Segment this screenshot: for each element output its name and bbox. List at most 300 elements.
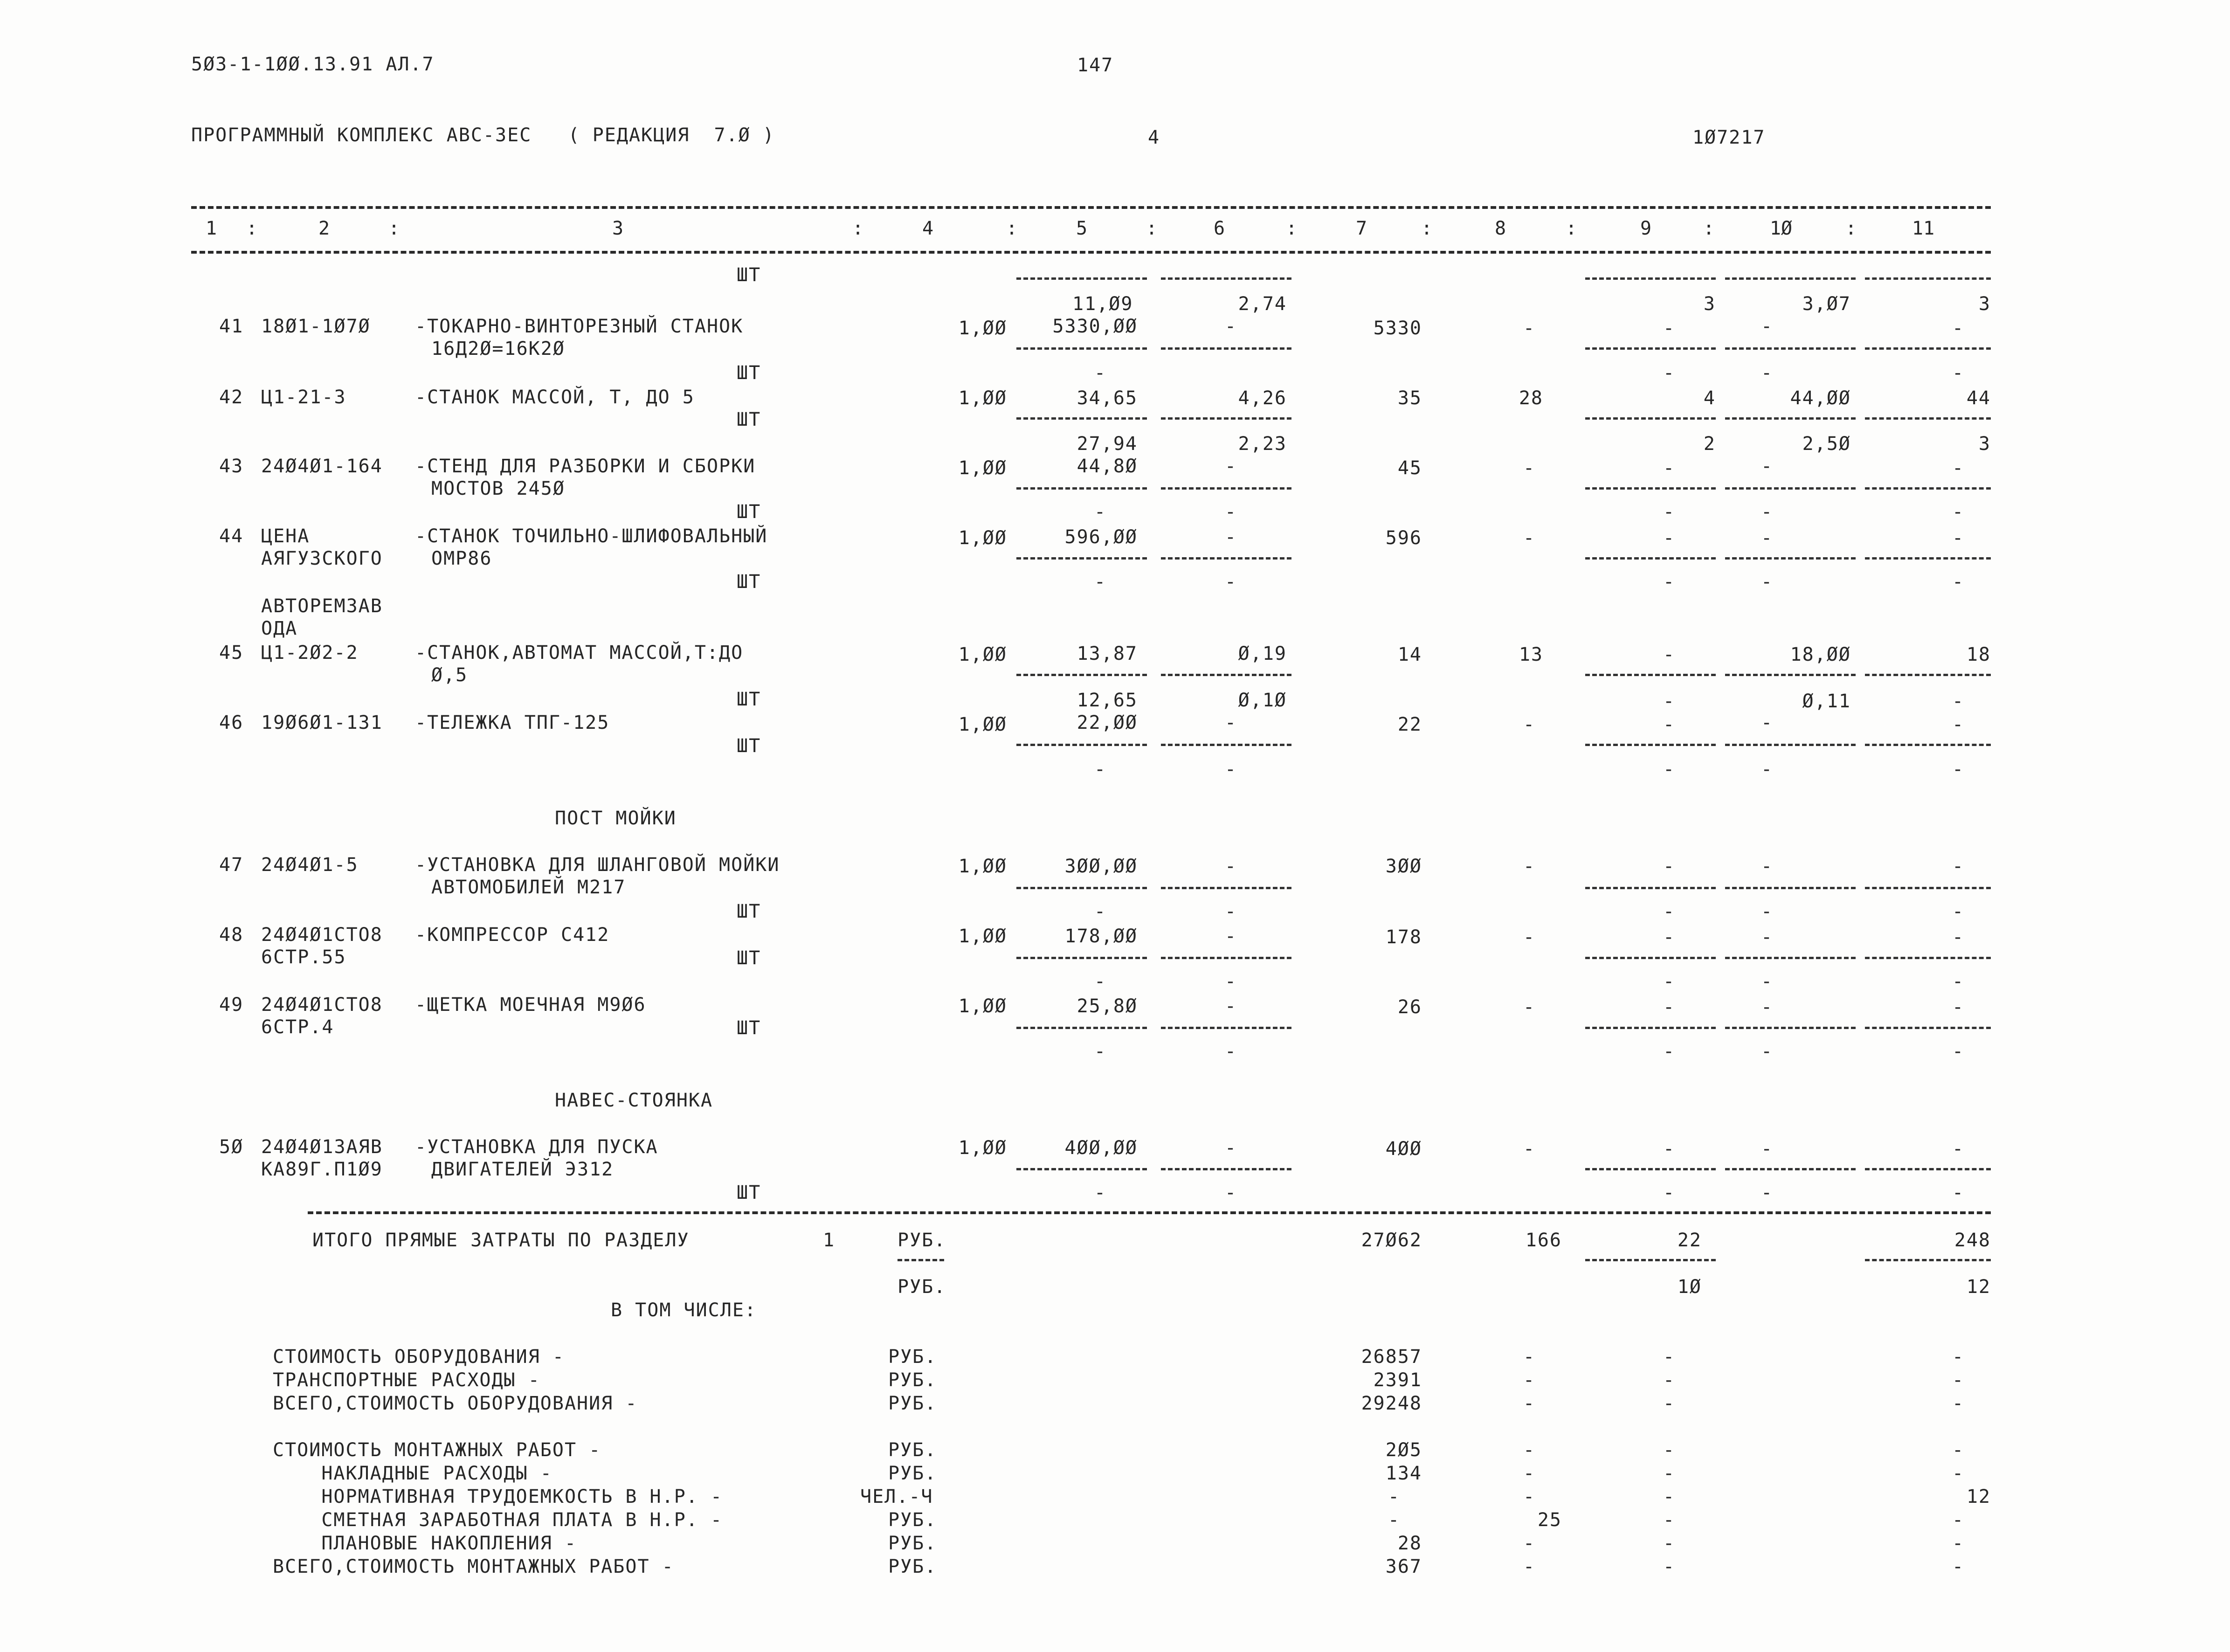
cell-c5-unit: -: [1094, 971, 1107, 992]
separator-c5: [1016, 1027, 1147, 1029]
totals-c8: 166: [1525, 1230, 1562, 1251]
cell-c6-unit: -: [1224, 501, 1237, 523]
cell-c9: -: [1663, 644, 1676, 665]
cell-c7: 5330: [1373, 318, 1422, 339]
cell-c5-unit: -: [1094, 571, 1107, 593]
cell-c6-unit: -: [1224, 1182, 1237, 1203]
separator-c10: [1725, 744, 1856, 746]
summary-c8: -: [1523, 1346, 1536, 1368]
row-number: 46: [219, 712, 244, 733]
row-code: 24Ø4Ø1СТО8: [261, 994, 383, 1016]
summary-c9: -: [1663, 1369, 1676, 1391]
separator-c9: [1585, 1027, 1716, 1029]
separator-c5: [1016, 744, 1147, 746]
section-number: 4: [1148, 127, 1160, 148]
cell-c6: -: [1224, 1137, 1237, 1159]
cell-c9-unit: -: [1663, 1182, 1676, 1203]
unit-label: ШТ: [737, 362, 761, 384]
cell-c5: 5330,ØØ: [1052, 316, 1138, 337]
row-code-cont: 6СТР.4: [261, 1016, 334, 1038]
page-number: 147: [1077, 55, 1114, 76]
cell-c9-unit: -: [1663, 1041, 1676, 1062]
separator-c11: [1865, 487, 1991, 490]
column-header-4: 4: [922, 218, 934, 239]
separator-c5: [1016, 674, 1147, 676]
document-number: 1Ø7217: [1692, 127, 1766, 148]
separator-c10: [1725, 487, 1856, 490]
cell-c5-unit: -: [1094, 501, 1107, 523]
cell-c7: 3ØØ: [1385, 856, 1422, 877]
summary-c11: 12: [1966, 1486, 1991, 1507]
separator-c11: [1865, 557, 1991, 560]
cell-c6: Ø,19: [1238, 643, 1287, 664]
cell-c5-unit: -: [1094, 901, 1107, 922]
cell-c9: -: [1663, 1138, 1676, 1160]
row-code: Ц1-2Ø2-2: [261, 642, 359, 664]
cell-c9: -: [1663, 318, 1676, 339]
row-number: 48: [219, 924, 244, 946]
cell-c11: -: [1952, 1138, 1965, 1160]
separator-c10: [1725, 887, 1856, 889]
cell-c9: -: [1663, 527, 1676, 549]
row-name: -СТАНОК МАССОЙ, Т, ДО 5: [415, 387, 695, 408]
separator-c5: [1016, 487, 1147, 490]
cell-c10: -: [1761, 527, 1774, 549]
cell-c9-unit: -: [1663, 571, 1676, 593]
cell-c8: -: [1523, 527, 1536, 549]
cell-c5-unit: -: [1094, 759, 1107, 780]
cell-c5: 4ØØ,ØØ: [1064, 1137, 1138, 1159]
cell-c10-unit: -: [1761, 571, 1774, 593]
row-quantity: 1,ØØ: [958, 1137, 1007, 1159]
summary-c8: -: [1523, 1486, 1536, 1507]
totals-rule: [308, 1211, 1991, 1214]
cell-c6: -: [1224, 316, 1237, 337]
cell-c7: 596: [1385, 527, 1422, 549]
separator-c6: [1161, 887, 1291, 889]
cell-c10-top: 2,5Ø: [1802, 433, 1851, 455]
cell-c5: 44,8Ø: [1077, 456, 1138, 477]
cell-c10-unit: -: [1761, 971, 1774, 992]
cell-c6: -: [1224, 712, 1237, 733]
row-name-cont: Ø,5: [431, 664, 468, 686]
row-code: 24Ø4Ø13АЯВ: [261, 1136, 383, 1158]
summary-c9: -: [1663, 1463, 1676, 1484]
cell-c7: 14: [1397, 644, 1422, 665]
cell-c10: -: [1761, 1138, 1774, 1160]
column-separator: :: [852, 218, 864, 239]
summary-c7: 28: [1397, 1533, 1422, 1554]
unit-label: ШТ: [737, 901, 761, 922]
separator-c11: [1865, 887, 1991, 889]
row-name: -УСТАНОВКА ДЛЯ ШЛАНГОВОЙ МОЙКИ: [415, 854, 780, 876]
separator-c9: [1585, 417, 1716, 420]
including-heading: В ТОМ ЧИСЛЕ:: [611, 1299, 757, 1321]
cell-c8: 28: [1519, 387, 1543, 409]
cell-c5: 596,ØØ: [1064, 526, 1138, 548]
row-quantity: 1,ØØ: [958, 318, 1007, 339]
cell-c8: -: [1523, 457, 1536, 479]
cell-c11-unit: -: [1952, 901, 1965, 922]
summary-c9: -: [1663, 1486, 1676, 1507]
cell-c8: -: [1523, 996, 1536, 1018]
summary-c8: 25: [1537, 1509, 1562, 1531]
cell-c5-top: 27,94: [1077, 433, 1138, 455]
cell-c6-unit: -: [1224, 901, 1237, 922]
separator-c9: [1585, 957, 1716, 959]
row-code: ЦЕНА: [261, 525, 310, 547]
cell-c8: -: [1523, 856, 1536, 877]
cell-c11-unit: -: [1952, 571, 1965, 593]
summary-c11: -: [1952, 1393, 1965, 1414]
cell-c6-unit: -: [1224, 571, 1237, 593]
column-header-6: 6: [1213, 218, 1225, 239]
column-header-3: 3: [612, 218, 624, 239]
separator-c5: [1016, 1168, 1147, 1170]
cell-c6: -: [1224, 995, 1237, 1017]
summary-c7: 2391: [1373, 1369, 1422, 1391]
cell-c11: -: [1952, 714, 1965, 735]
cell-c7: 4ØØ: [1385, 1138, 1422, 1160]
cell-c9-unit: -: [1663, 501, 1676, 523]
summary-c9: -: [1663, 1533, 1676, 1554]
separator-c11: [1865, 1259, 1991, 1261]
column-separator: :: [388, 218, 400, 239]
unit-label: ШТ: [737, 735, 761, 757]
cell-c10: -: [1761, 456, 1774, 477]
summary-label: НОРМАТИВНАЯ ТРУДОЕМКОСТЬ В Н.Р. -: [273, 1486, 723, 1507]
cell-c11: -: [1952, 318, 1965, 339]
column-header-8: 8: [1494, 218, 1506, 239]
summary-c9: -: [1663, 1509, 1676, 1531]
unit-label: ШТ: [737, 947, 761, 969]
cell-c10-unit: -: [1761, 1182, 1774, 1203]
column-separator: :: [1285, 218, 1298, 239]
cell-c6-top: 2,74: [1238, 293, 1287, 315]
summary-label: ВСЕГО,СТОИМОСТЬ МОНТАЖНЫХ РАБОТ -: [273, 1556, 674, 1577]
totals-unit-b: РУБ.: [898, 1276, 946, 1298]
row-name: -СТАНОК ТОЧИЛЬНО-ШЛИФОВАЛЬНЫЙ: [415, 525, 768, 547]
column-separator: :: [1421, 218, 1433, 239]
row-name-cont: ДВИГАТЕЛЕЙ Э312: [431, 1159, 614, 1180]
cell-c9: -: [1663, 926, 1676, 948]
cell-c5: 25,8Ø: [1077, 995, 1138, 1017]
cell-c8: -: [1523, 1138, 1536, 1160]
cell-c6: 4,26: [1238, 387, 1287, 409]
cell-c10-top: Ø,11: [1802, 691, 1851, 712]
summary-label: ТРАНСПОРТНЫЕ РАСХОДЫ -: [273, 1369, 540, 1391]
separator-c11: [1865, 674, 1991, 676]
row-number: 41: [219, 316, 244, 337]
separator-c10: [1725, 557, 1856, 560]
row-number: 49: [219, 994, 244, 1016]
separator-c5: [1016, 277, 1147, 280]
row-quantity: 1,ØØ: [958, 644, 1007, 665]
cell-c9: -: [1663, 457, 1676, 479]
separator-c10: [1725, 417, 1856, 420]
column-separator: :: [1565, 218, 1577, 239]
separator-c10: [1725, 277, 1856, 280]
summary-unit: РУБ.: [888, 1556, 937, 1577]
row-quantity: 1,ØØ: [958, 387, 1007, 409]
row-quantity: 1,ØØ: [958, 714, 1007, 735]
cell-c8: -: [1523, 318, 1536, 339]
cell-c11-unit: -: [1952, 1182, 1965, 1203]
totals-section-number: 1: [823, 1230, 835, 1251]
summary-c9: -: [1663, 1556, 1676, 1577]
cell-c11-unit: -: [1952, 1041, 1965, 1062]
totals-c11-b: 12: [1966, 1276, 1991, 1298]
cell-c10: -: [1761, 996, 1774, 1018]
separator-c11: [1865, 744, 1991, 746]
unit-label: ШТ: [737, 1017, 761, 1039]
row-code: Ц1-21-3: [261, 387, 346, 408]
cell-c11: 44: [1966, 387, 1991, 409]
section-title: ПОСТ МОЙКИ: [555, 808, 677, 829]
row-name: -СТЕНД ДЛЯ РАЗБОРКИ И СБОРКИ: [415, 456, 756, 477]
separator-c5: [1016, 417, 1147, 420]
cell-c6-unit: -: [1224, 759, 1237, 780]
unit-label: ШТ: [737, 1182, 761, 1203]
separator-c5: [1016, 347, 1147, 350]
cell-c5-top: 11,Ø9: [1072, 293, 1133, 315]
separator-c9: [1585, 487, 1716, 490]
cell-c6: -: [1224, 526, 1237, 548]
cell-c9-unit: -: [1663, 901, 1676, 922]
cell-c5: 178,ØØ: [1064, 926, 1138, 947]
cell-c10: -: [1761, 926, 1774, 948]
cell-c6-top: 2,23: [1238, 433, 1287, 455]
totals-c7: 27Ø62: [1361, 1230, 1422, 1251]
cell-c5: 3ØØ,ØØ: [1064, 856, 1138, 877]
separator-c10: [1725, 347, 1856, 350]
row-code: 19Ø6Ø1-131: [261, 712, 383, 733]
cell-c11-top: 3: [1978, 293, 1991, 315]
cell-c5: 13,87: [1077, 643, 1138, 664]
unit-label: ШТ: [737, 689, 761, 710]
column-header-5: 5: [1076, 218, 1088, 239]
section-title: НАВЕС-СТОЯНКА: [555, 1090, 713, 1111]
row-code-cont: КА89Г.П1Ø9: [261, 1159, 383, 1180]
summary-c8: -: [1523, 1393, 1536, 1414]
cell-c9-top: 3: [1703, 293, 1716, 315]
summary-c11: -: [1952, 1463, 1965, 1484]
summary-c7: 26857: [1361, 1346, 1422, 1368]
cell-c7: 45: [1397, 457, 1422, 479]
cell-c10-unit: -: [1761, 362, 1774, 384]
column-separator: :: [246, 218, 258, 239]
cell-c7: 178: [1385, 926, 1422, 948]
row-number: 42: [219, 387, 244, 408]
summary-c9: -: [1663, 1393, 1676, 1414]
row-name: -ТЕЛЕЖКА ТПГ-125: [415, 712, 610, 733]
summary-c7: 134: [1385, 1463, 1422, 1484]
separator-c11: [1865, 1027, 1991, 1029]
cell-c11-unit: -: [1952, 501, 1965, 523]
cell-c10-unit: -: [1761, 1041, 1774, 1062]
cell-c9-unit: -: [1663, 759, 1676, 780]
cell-c11-unit: -: [1952, 362, 1965, 384]
separator-c11: [1865, 347, 1991, 350]
cell-c11: -: [1952, 856, 1965, 877]
summary-label: СТОИМОСТЬ ОБОРУДОВАНИЯ -: [273, 1346, 565, 1368]
separator-c9: [1585, 277, 1716, 280]
separator-c6: [1161, 957, 1291, 959]
cell-c8: 13: [1519, 644, 1543, 665]
separator-c9: [1585, 1168, 1716, 1170]
cell-c5-top: 12,65: [1077, 690, 1138, 711]
separator-c5: [1016, 887, 1147, 889]
separator-c6: [1161, 674, 1291, 676]
summary-label: ВСЕГО,СТОИМОСТЬ ОБОРУДОВАНИЯ -: [273, 1393, 638, 1414]
cell-c6-top: Ø,1Ø: [1238, 690, 1287, 711]
summary-c8: -: [1523, 1556, 1536, 1577]
separator-c5: [1016, 957, 1147, 959]
row-number: 44: [219, 525, 244, 547]
row-quantity: 1,ØØ: [958, 527, 1007, 549]
summary-c11: -: [1952, 1369, 1965, 1391]
summary-unit: РУБ.: [888, 1346, 937, 1368]
header-rule-top: [191, 206, 1991, 209]
row-number: 47: [219, 854, 244, 876]
summary-unit: РУБ.: [888, 1369, 937, 1391]
row-name-cont: 16Д2Ø=16К2Ø: [431, 338, 565, 359]
cell-c9: -: [1663, 714, 1676, 735]
summary-label: НАКЛАДНЫЕ РАСХОДЫ -: [273, 1463, 552, 1484]
row-name: -СТАНОК,АВТОМАТ МАССОЙ,Т:ДО: [415, 642, 744, 664]
header-rule-bottom: [191, 251, 1991, 254]
cell-c10: -: [1761, 316, 1774, 337]
cell-c6-unit: -: [1224, 971, 1237, 992]
row-code-cont: АЯГУЗСКОГО: [261, 548, 383, 569]
summary-c11: -: [1952, 1509, 1965, 1531]
summary-unit: РУБ.: [888, 1463, 937, 1484]
separator-c9: [1585, 744, 1716, 746]
program-line: ПРОГРАММНЫЙ КОМПЛЕКС АВС-ЗЕС ( РЕДАКЦИЯ 7.Ø ): [191, 124, 775, 146]
unit-label: ШТ: [737, 409, 761, 430]
summary-unit: РУБ.: [888, 1533, 937, 1554]
separator-c6: [1161, 277, 1291, 280]
row-name: -КОМПРЕССОР С412: [415, 924, 610, 946]
unit-label: ШТ: [737, 571, 761, 593]
unit-label: ШТ: [737, 501, 761, 523]
column-header-2: 2: [318, 218, 330, 239]
separator-c6: [1161, 744, 1291, 746]
summary-c7: 367: [1385, 1556, 1422, 1577]
separator-c11: [1865, 417, 1991, 420]
separator-c6: [1161, 557, 1291, 560]
summary-c8: -: [1523, 1369, 1536, 1391]
separator-c11: [1865, 957, 1991, 959]
row-code: 18Ø1-1Ø7Ø: [261, 316, 371, 337]
cell-c8: -: [1523, 714, 1536, 735]
separator-c11: [1865, 1168, 1991, 1170]
separator-c9: [1585, 557, 1716, 560]
column-header-10: 1Ø: [1769, 218, 1793, 239]
separator-c6: [1161, 347, 1291, 350]
cell-c5-unit: -: [1094, 1041, 1107, 1062]
summary-c7: -: [1388, 1509, 1401, 1531]
cell-c6: -: [1224, 456, 1237, 477]
cell-c7: 22: [1397, 714, 1422, 735]
separator-unit: [898, 1259, 944, 1261]
document-code: 5Ø3-1-1ØØ.13.91 АЛ.7: [191, 54, 435, 75]
row-name: -ТОКАРНО-ВИНТОРЕЗНЫЙ СТАНОК: [415, 316, 744, 337]
separator-c9: [1585, 347, 1716, 350]
summary-c11: -: [1952, 1556, 1965, 1577]
summary-c9: -: [1663, 1346, 1676, 1368]
separator-c5: [1016, 557, 1147, 560]
cell-c10-unit: -: [1761, 759, 1774, 780]
cell-c11: -: [1952, 457, 1965, 479]
column-header-7: 7: [1355, 218, 1367, 239]
cell-c11: -: [1952, 996, 1965, 1018]
summary-label: СТОИМОСТЬ МОНТАЖНЫХ РАБОТ -: [273, 1439, 601, 1461]
cell-c9: -: [1663, 996, 1676, 1018]
totals-label: ИТОГО ПРЯМЫЕ ЗАТРАТЫ ПО РАЗДЕЛУ: [312, 1230, 690, 1251]
cell-c11-top: 3: [1978, 433, 1991, 455]
separator-c10: [1725, 1027, 1856, 1029]
separator-c6: [1161, 1168, 1291, 1170]
cell-c10: -: [1761, 856, 1774, 877]
row-name: -ЩЕТКА МОЕЧНАЯ М9Ø6: [415, 994, 646, 1016]
separator-c9: [1585, 674, 1716, 676]
cell-c10-unit: -: [1761, 901, 1774, 922]
cell-c9-unit: -: [1663, 971, 1676, 992]
separator-c10: [1725, 1168, 1856, 1170]
column-separator: :: [1845, 218, 1857, 239]
summary-c11: -: [1952, 1346, 1965, 1368]
separator-c9: [1585, 1259, 1716, 1261]
cell-c6: -: [1224, 856, 1237, 877]
cell-c5: 34,65: [1077, 387, 1138, 409]
row-code-cont: ОДА: [261, 618, 298, 639]
column-header-9: 9: [1640, 218, 1652, 239]
summary-label: СМЕТНАЯ ЗАРАБОТНАЯ ПЛАТА В Н.Р. -: [273, 1509, 723, 1531]
separator-c10: [1725, 674, 1856, 676]
column-separator: :: [1006, 218, 1018, 239]
cell-c5-unit: -: [1094, 362, 1107, 384]
row-name-cont: АВТОМОБИЛЕЙ М217: [431, 877, 626, 898]
summary-c8: -: [1523, 1533, 1536, 1554]
row-code: 24Ø4Ø1СТО8: [261, 924, 383, 946]
summary-c9: -: [1663, 1439, 1676, 1461]
cell-c10-top: 3,Ø7: [1802, 293, 1851, 315]
column-separator: :: [1146, 218, 1158, 239]
cell-c5-unit: -: [1094, 1182, 1107, 1203]
row-quantity: 1,ØØ: [958, 926, 1007, 947]
cell-c11-top: -: [1952, 691, 1965, 712]
separator-c11: [1865, 277, 1991, 280]
row-name-cont: МОСТОВ 245Ø: [431, 478, 565, 499]
summary-c8: -: [1523, 1463, 1536, 1484]
column-header-1: 1: [205, 218, 217, 239]
row-quantity: 1,ØØ: [958, 995, 1007, 1017]
cell-c10: 18,ØØ: [1790, 644, 1851, 665]
cell-c9-unit: -: [1663, 362, 1676, 384]
row-number: 45: [219, 642, 244, 664]
summary-c7: -: [1388, 1486, 1401, 1507]
cell-c9-top: -: [1663, 691, 1676, 712]
row-number: 43: [219, 456, 244, 477]
separator-c6: [1161, 487, 1291, 490]
summary-label: ПЛАНОВЫЕ НАКОПЛЕНИЯ -: [273, 1533, 577, 1554]
cell-c11: -: [1952, 926, 1965, 948]
separator-c6: [1161, 417, 1291, 420]
summary-unit: РУБ.: [888, 1509, 937, 1531]
cell-c8: -: [1523, 926, 1536, 948]
cell-c9-top: 2: [1703, 433, 1716, 455]
